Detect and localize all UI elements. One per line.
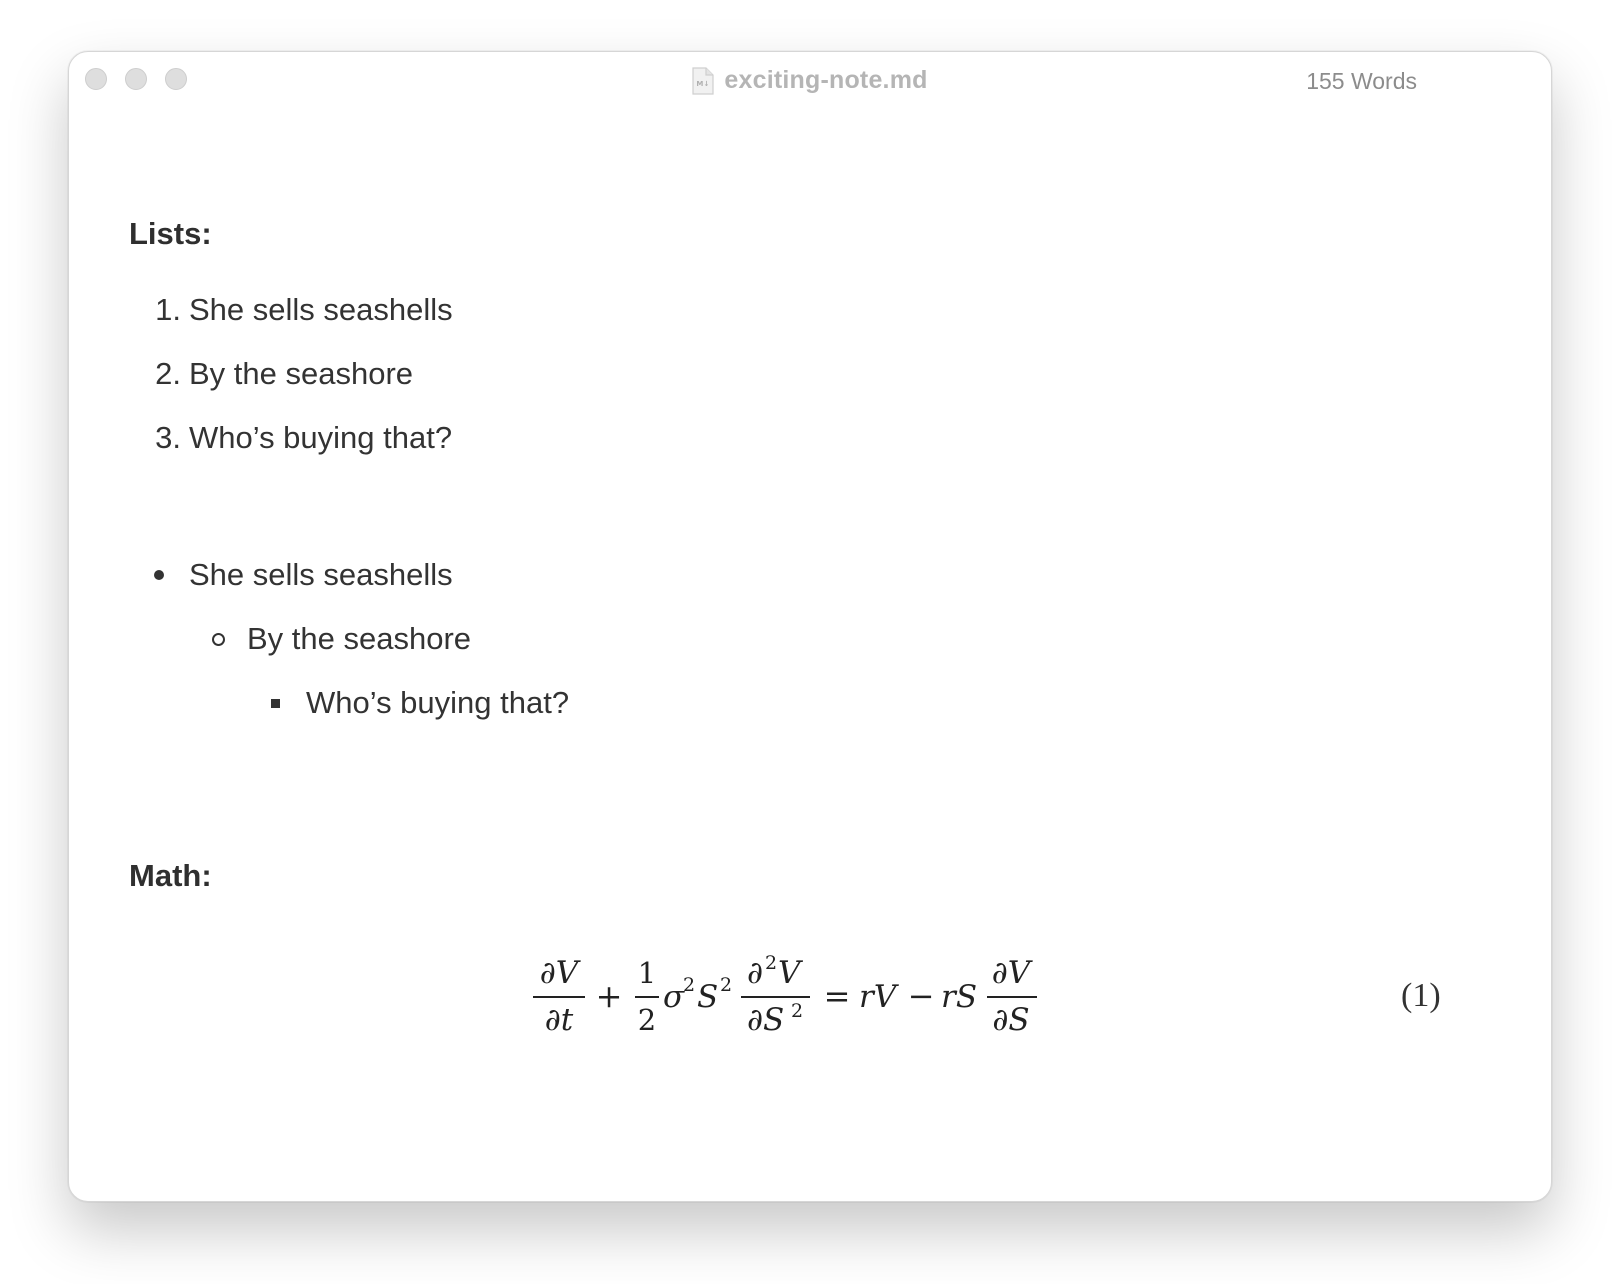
term1-denominator: ∂t <box>544 1002 574 1038</box>
list-item-text: Who’s buying that? <box>306 685 570 720</box>
circle-bullet-icon <box>212 633 225 646</box>
ordered-list-item <box>129 354 413 394</box>
term1-numerator: ∂V <box>539 955 579 991</box>
term3-denominator-exponent: 2 <box>791 1000 804 1022</box>
s-exponent: 2 <box>720 974 733 996</box>
term3-denominator: ∂S <box>747 1002 785 1038</box>
term3-partial: ∂ <box>747 955 764 991</box>
equation-number: (1) <box>1401 977 1441 1014</box>
markdown-file-icon <box>692 67 714 95</box>
list-number: 1. <box>155 292 181 327</box>
list-item-text: Who’s buying that? <box>189 420 453 455</box>
bullet-list-item-level-2 <box>129 619 471 659</box>
bullet-list-item-level-1 <box>129 555 453 595</box>
term4-numerator: ∂V <box>991 955 1031 991</box>
minus-sign: − <box>907 977 935 1015</box>
term3-partial-exponent: 2 <box>765 952 778 974</box>
bullet-list-item-level-3 <box>129 683 569 723</box>
rv-term: rV <box>859 979 897 1015</box>
editor-window <box>68 51 1552 1202</box>
list-number: 3. <box>155 420 181 455</box>
term3-v: V <box>778 955 801 991</box>
list-item-text: She sells seashells <box>189 292 453 327</box>
list-item-text: She sells seashells <box>189 557 453 592</box>
sigma-exponent: 2 <box>683 974 696 996</box>
ordered-list-item <box>129 290 453 330</box>
list-item-text: By the seashore <box>247 621 472 656</box>
term4-denominator: ∂S <box>992 1002 1030 1038</box>
title-bar <box>69 52 1551 108</box>
term2-denominator: 2 <box>637 1003 657 1037</box>
list-number: 2. <box>155 356 181 391</box>
lists-heading: Lists: <box>129 216 212 251</box>
math-heading: Math: <box>129 858 212 893</box>
list-item-text: By the seashore <box>189 356 414 391</box>
square-bullet-icon <box>271 699 280 708</box>
rs-term: rS <box>941 979 978 1015</box>
s-symbol: S <box>697 979 719 1015</box>
ordered-list-item <box>129 418 452 458</box>
term2-numerator: 1 <box>637 956 657 990</box>
math-equation <box>529 947 1049 1047</box>
equals-sign: = <box>823 977 851 1015</box>
file-name: exciting-note.md <box>724 66 928 94</box>
file-icon-label: M↓ <box>696 79 711 88</box>
sigma-symbol: σ <box>663 979 685 1015</box>
word-count[interactable]: 155 Words <box>1306 68 1417 94</box>
disc-bullet-icon <box>154 570 164 580</box>
plus-sign: + <box>595 977 623 1015</box>
